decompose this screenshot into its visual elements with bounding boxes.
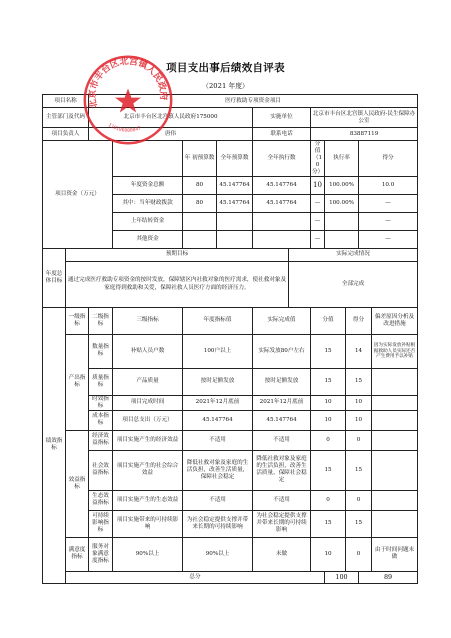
perf-col-target: 年度指标值 bbox=[183, 307, 253, 334]
goals-actual-header: 实际完成情况 bbox=[289, 248, 418, 261]
total-row bbox=[43, 571, 418, 583]
perf-target: 2021年12月底前 bbox=[183, 395, 253, 410]
perf-output-label: 产出指标 bbox=[66, 334, 89, 430]
perf-note bbox=[372, 450, 418, 490]
perf-target: 90%以上 bbox=[183, 537, 253, 571]
unit-value: 北京市丰台区北宫镇人民政府-民生保障办公室 bbox=[311, 108, 418, 128]
perf-got: 0 bbox=[346, 430, 372, 450]
funds-col-got: 得分 bbox=[359, 141, 418, 177]
perf-actual: 实际发放80户左右 bbox=[253, 334, 311, 368]
perf-l2: 数量指标 bbox=[89, 334, 113, 368]
funds-col-init: 年 初预算数 bbox=[183, 141, 217, 177]
funds-section-label: 项目资金（万元） bbox=[43, 141, 113, 249]
perf-l2: 社会效益指标 bbox=[89, 450, 113, 490]
phone-value: 83887119 bbox=[311, 128, 418, 141]
project-name-value: 医疗救助专项资金项目 bbox=[89, 95, 418, 108]
funds-got: — bbox=[359, 230, 418, 248]
perf-l2: 可持续影响指标 bbox=[89, 510, 113, 537]
goals-label: 年度总体目标 bbox=[43, 248, 66, 307]
perf-target: 45.147764 bbox=[183, 410, 253, 430]
funds-budget bbox=[217, 230, 253, 248]
perf-effect-label: 效益指标 bbox=[66, 430, 89, 537]
goals-header-row bbox=[43, 248, 418, 261]
dept-value: 北京市丰台区北宫镇人民政府175000 bbox=[89, 108, 253, 128]
perf-col-score: 分值 bbox=[311, 307, 346, 334]
perf-target: 不适用 bbox=[183, 430, 253, 450]
perf-row bbox=[43, 450, 418, 490]
perf-col-got: 得分 bbox=[346, 307, 372, 334]
perf-target: 为社会稳定提供支撑并带来长期的可持续影响 bbox=[183, 510, 253, 537]
perf-row bbox=[43, 537, 418, 571]
funds-score: 10 bbox=[311, 176, 325, 194]
perf-actual: 降低社救对象及家庭的生活负担，改善生活质量，保障社会稳定 bbox=[253, 450, 311, 490]
total-got: 89 bbox=[359, 571, 418, 583]
funds-exec: 45.147764 bbox=[253, 194, 311, 212]
perf-score: 0 bbox=[311, 430, 346, 450]
perf-row bbox=[43, 410, 418, 430]
goals-expected-header: 预期目标 bbox=[66, 248, 289, 261]
funds-row-label: 上年结转资金 bbox=[113, 212, 183, 230]
perf-row bbox=[43, 395, 418, 410]
perf-score: 10 bbox=[311, 537, 346, 571]
total-score: 100 bbox=[325, 571, 359, 583]
perf-l2: 生态效益指标 bbox=[89, 490, 113, 510]
perf-got: 10 bbox=[346, 410, 372, 430]
perf-got: 15 bbox=[346, 510, 372, 537]
perf-actual: 不适用 bbox=[253, 430, 311, 450]
perf-row bbox=[43, 510, 418, 537]
perf-l2: 经济效益指标 bbox=[89, 430, 113, 450]
funds-exec bbox=[253, 212, 311, 230]
perf-l3: 项目实施产生的生态效益 bbox=[113, 490, 183, 510]
perf-score: 0 bbox=[311, 490, 346, 510]
unit-label: 实施单位 bbox=[253, 108, 311, 128]
perf-col-l1: 一级指标 bbox=[66, 307, 89, 334]
funds-got: — bbox=[359, 212, 418, 230]
funds-score: — bbox=[311, 230, 325, 248]
perf-got: 0 bbox=[346, 537, 372, 571]
funds-budget bbox=[217, 212, 253, 230]
perf-actual: 45.147764 bbox=[253, 410, 311, 430]
funds-score: — bbox=[311, 212, 325, 230]
goals-expected-text: 通过完成医疗救助专项资金的按时发放，保障辖区内社救对象的医疗需求，使社救对象及家庭得到救助和关爱，保障社救人员医疗方面的经济压力。 bbox=[66, 261, 289, 307]
funds-budget: 45.147764 bbox=[217, 194, 253, 212]
phone-label: 联系电话 bbox=[253, 128, 311, 141]
perf-row bbox=[43, 490, 418, 510]
total-label: 总分 bbox=[66, 571, 325, 583]
seal-text: 北京市丰台区北宫镇人民政府 bbox=[88, 56, 168, 110]
perf-col-actual: 实际完成值 bbox=[253, 307, 311, 334]
funds-got: — bbox=[359, 194, 418, 212]
funds-col-rate: 执行率 bbox=[325, 141, 359, 177]
perf-l3: 项目总支出（万元） bbox=[113, 410, 183, 430]
perf-col-l3: 三级指标 bbox=[113, 307, 183, 334]
funds-init: 80 bbox=[183, 194, 217, 212]
perf-score: 10 bbox=[311, 395, 346, 410]
form-title: 项目支出事后绩效自评表 bbox=[166, 62, 285, 74]
perf-note bbox=[372, 490, 418, 510]
perf-l2: 成本指标 bbox=[89, 410, 113, 430]
funds-init bbox=[183, 230, 217, 248]
perf-actual: 按时足额发放 bbox=[253, 368, 311, 395]
perf-l3: 项目完成时间 bbox=[113, 395, 183, 410]
evaluation-table bbox=[42, 94, 418, 584]
perf-got: 10 bbox=[346, 395, 372, 410]
funds-col-exec: 全年执行数 bbox=[253, 141, 311, 177]
perf-actual: 2021年12月底前 bbox=[253, 395, 311, 410]
dept-label: 主管部门及代码 bbox=[43, 108, 89, 128]
perf-note bbox=[372, 430, 418, 450]
perf-actual: 为社会稳定提供支撑并带来长期的可持续影响 bbox=[253, 510, 311, 537]
project-name-label: 项目名称 bbox=[43, 95, 89, 108]
perf-l3: 项目实施产生的经济效益 bbox=[113, 430, 183, 450]
perf-l2: 质量指标 bbox=[89, 368, 113, 395]
perf-l3: 项目实施产生的社会综合效益 bbox=[113, 450, 183, 490]
perf-l3: 补贴人员户数 bbox=[113, 334, 183, 368]
perf-l2: 服务对象满意度指标 bbox=[89, 537, 113, 571]
perf-row bbox=[43, 368, 418, 395]
perf-satisfaction-label: 满意度指标 bbox=[66, 537, 89, 571]
perf-score: 15 bbox=[311, 450, 346, 490]
perf-l3: 产品质量 bbox=[113, 368, 183, 395]
perf-score: 10 bbox=[311, 410, 346, 430]
perf-target: 按时足额发放 bbox=[183, 368, 253, 395]
funds-score: — bbox=[311, 194, 325, 212]
perf-l3: 项目实施带来的可持续影响 bbox=[113, 510, 183, 537]
leader-row bbox=[43, 128, 418, 141]
perf-target: 100户以上 bbox=[183, 334, 253, 368]
perf-score: 15 bbox=[311, 334, 346, 368]
perf-target: 不适用 bbox=[183, 490, 253, 510]
perf-actual: 未做 bbox=[253, 537, 311, 571]
funds-col-score: 分值（10分） bbox=[312, 141, 324, 175]
funds-row-label: 其他资金 bbox=[113, 230, 183, 248]
form-year-note: （2021 年度） bbox=[202, 82, 249, 90]
perf-header-row bbox=[43, 307, 418, 334]
funds-row-label: 其中：当年财政拨款 bbox=[113, 194, 183, 212]
perf-actual: 不适用 bbox=[253, 490, 311, 510]
funds-header-row bbox=[43, 141, 418, 177]
perf-col-l2: 二级指标 bbox=[89, 307, 113, 334]
perf-col-note: 偏差原因分析及改进措施 bbox=[372, 307, 418, 334]
perf-score: 15 bbox=[311, 368, 346, 395]
leader-value: 唐伟 bbox=[89, 128, 253, 141]
perf-l3: 90%以上 bbox=[113, 537, 183, 571]
perf-got: 15 bbox=[346, 450, 372, 490]
perf-note: 由于时间问题未做 bbox=[372, 537, 418, 571]
funds-col-budget: 全年预算数 bbox=[217, 141, 253, 177]
dept-row bbox=[43, 108, 418, 128]
perf-target: 降低社救对象及家庭的生活负担，改善生活质量，保障社会稳定 bbox=[183, 450, 253, 490]
funds-exec: 45.147764 bbox=[253, 176, 311, 194]
goals-content-row bbox=[43, 261, 418, 307]
perf-row bbox=[43, 430, 418, 450]
goals-actual-text: 全部完成 bbox=[289, 261, 418, 307]
funds-row-label: 年度资金总额 bbox=[113, 176, 183, 194]
funds-got: 10.0 bbox=[359, 176, 418, 194]
project-name-row bbox=[43, 95, 418, 108]
perf-label: 绩效指标 bbox=[43, 307, 66, 583]
perf-l2: 时效指标 bbox=[89, 395, 113, 410]
funds-init bbox=[183, 212, 217, 230]
funds-exec bbox=[253, 230, 311, 248]
funds-rate: 100.00% bbox=[325, 176, 359, 194]
seal-code: 110106000047 bbox=[106, 122, 142, 134]
perf-score: 15 bbox=[311, 510, 346, 537]
perf-note bbox=[372, 410, 418, 430]
funds-init: 80 bbox=[183, 176, 217, 194]
perf-got: 0 bbox=[346, 490, 372, 510]
perf-row bbox=[43, 334, 418, 368]
funds-rate bbox=[325, 230, 359, 248]
funds-rate bbox=[325, 212, 359, 230]
perf-note bbox=[372, 368, 418, 395]
perf-got: 14 bbox=[346, 334, 372, 368]
funds-budget: 45.147764 bbox=[217, 176, 253, 194]
perf-note bbox=[372, 395, 418, 410]
funds-rate: 100.00% bbox=[325, 194, 359, 212]
perf-note: 因为实际发放补贴根据救助人员实际还否产生费用予以补贴 bbox=[372, 334, 418, 368]
perf-got: 15 bbox=[346, 368, 372, 395]
perf-note bbox=[372, 510, 418, 537]
leader-label: 项目负责人 bbox=[43, 128, 89, 141]
